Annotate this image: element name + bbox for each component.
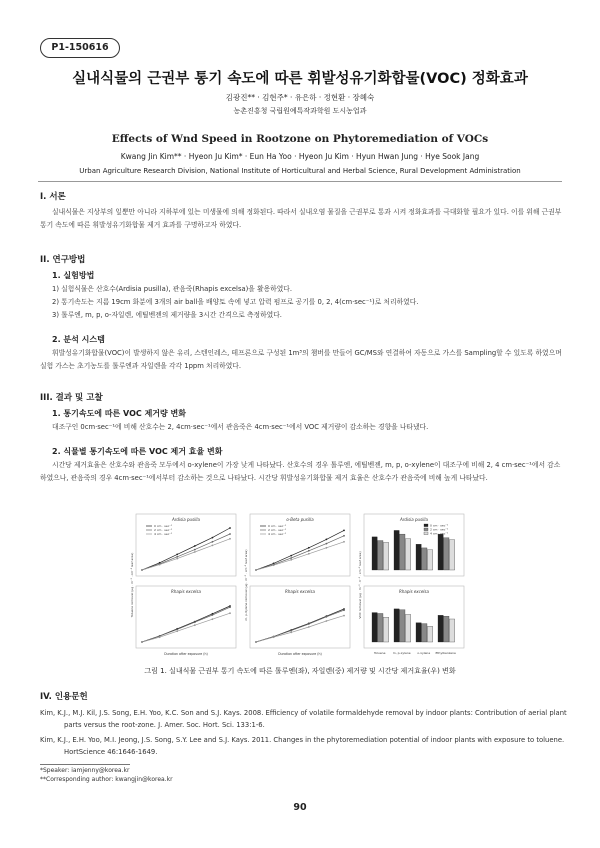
chart-point	[343, 530, 345, 532]
chart-point	[194, 551, 196, 553]
chart-point	[326, 620, 328, 622]
chart-bar	[405, 539, 410, 570]
chart-point	[326, 616, 328, 618]
chart-category-label: Ethylbenzene	[435, 651, 456, 655]
chart-point	[212, 541, 214, 543]
chart-category-label: Toluene	[373, 651, 386, 655]
chart-bar	[372, 613, 377, 642]
methods-list	[52, 283, 562, 322]
chart-point	[194, 545, 196, 547]
chart-bar	[449, 540, 454, 570]
chart-point	[141, 641, 143, 643]
title-korean: 실내식물의 근권부 통기 속도에 따른 휘발성유기화합물(VOC) 정화효과	[72, 71, 528, 87]
chart-legend-label: 0 cm · sec⁻¹	[154, 524, 173, 529]
chart-point	[290, 559, 292, 561]
chart-y-label: m, p-Xylene removal (μg · m⁻³ · cm⁻² leaf area)	[244, 549, 248, 621]
chart-point	[159, 636, 161, 638]
chart-point	[212, 614, 214, 616]
chart-bar	[378, 613, 383, 642]
chart-frame	[250, 586, 350, 648]
affiliation-english: Urban Agriculture Research Division, National Institute of Horticultural and Herbal Science, Rural Development Administration	[79, 167, 521, 175]
chart-bar	[427, 550, 432, 570]
reference-item: Kim, K.J., E.H. Yoo, M.I. Jeong, J.S. Song, S.Y. Lee and S.J. Kays. 2011. Changes in the phytoremediation potential of indoor plants with exposure to toluene. HortScience 46:1646-1649.	[40, 736, 565, 756]
chart-point	[273, 636, 275, 638]
chart-legend-label: 4 cm · sec⁻¹	[154, 532, 173, 537]
chart-point	[308, 623, 310, 625]
chart-bar	[449, 619, 454, 642]
title-english: Effects of Wnd Speed in Rootzone on Phytoremediation of VOCs	[111, 133, 489, 145]
chart-bar	[438, 534, 443, 570]
chart-y-label: VOC removal (μg · m⁻³ · h⁻¹ · cm⁻² leaf area)	[358, 551, 362, 619]
chart-legend-label: 0 cm · sec⁻¹	[430, 523, 449, 528]
chart-bar	[372, 537, 377, 570]
chart-point	[255, 641, 257, 643]
methods-heading: II. 연구방법	[40, 255, 86, 265]
chart-point	[326, 547, 328, 549]
chart-point	[308, 550, 310, 552]
chart-point	[229, 527, 231, 529]
chart-bar	[427, 626, 432, 642]
authors-korean: 김광진** · 김현주* · 유은하 · 정현환 · 장혜숙	[225, 93, 375, 102]
authors-english: Kwang Jin Kim** · Hyeon Ju Kim* · Eun Ha Yoo · Hyeon Ju Kim · Hyun Hwan Jung · Hye Sook Jang	[120, 152, 480, 161]
chart-point	[308, 547, 310, 549]
chart-bar	[378, 541, 383, 570]
chart-bar	[422, 624, 427, 642]
footnote-rule	[40, 764, 130, 765]
chart-point	[194, 549, 196, 551]
chart-title: Rhapis excelsa	[171, 589, 201, 594]
chart-legend-label: 0 cm · sec⁻¹	[268, 524, 287, 529]
results-sub2-heading: 2. 식물별 통기속도에 따른 VOC 제거 효율 변화	[52, 447, 223, 456]
chart-legend-label: 4 cm · sec⁻¹	[430, 531, 449, 536]
chart-point	[176, 629, 178, 631]
references-heading: IV. 인용문헌	[40, 692, 88, 702]
results-sub2-text: 시간당 제거효율은 산호수와 관음죽 모두에서 o-xylene이 가장 낮게 나타났다. 산호수의 경우 톨루엔, 에틸벤젠, m, p, o-xylene이 대조구에 비해 2, 4 cm·sec⁻¹에서 감소하였으나, 관음죽의 경우 4cm·sec⁻¹에서부터 감소하는 것으로 나타났다. 시간당 휘발성유기화합물 제거 효율은 산호수가 관음죽에 비해 높게 나타났다.	[40, 461, 561, 482]
chart-legend-label: 2 cm · sec⁻¹	[430, 527, 449, 532]
chart-point	[141, 569, 143, 571]
chart-title: Rhapis excelsa	[399, 589, 429, 594]
intro-heading: I. 서론	[40, 192, 66, 202]
chart-bar	[394, 530, 399, 570]
chart-point	[343, 609, 345, 611]
chart-legend-label: 4 cm · sec⁻¹	[268, 532, 287, 537]
footnote: **Corresponding author: kwangjin@korea.kr	[40, 776, 173, 783]
chart-point	[229, 612, 231, 614]
intro-text: 실내식물은 지상부의 잎뿐만 아니라 지하부에 있는 미생물에 의해 정화된다. 따라서 실내오염 물질을 근권부로 통과 시켜 정화효과를 극대화할 필요가 있다. 이를 위해 근권부 통기 속도에 따른 휘발성유기화합물 제거 효과를 구명하고자 하였다.	[40, 208, 562, 229]
chart-bar	[394, 609, 399, 642]
methods-sub2-heading: 2. 분석 시스템	[52, 335, 105, 344]
chart-x-label: Duration after exposure (h)	[164, 652, 208, 656]
chart-bar	[444, 538, 449, 570]
chart-bar	[438, 615, 443, 642]
chart-bar	[444, 616, 449, 642]
chart-point	[159, 564, 161, 566]
chart-point	[290, 555, 292, 557]
affiliation-korean: 농촌진흥청 국립원예특작과학원 도시농업과	[233, 107, 367, 115]
page-number: 90	[293, 802, 307, 813]
methods-item: 1) 실험식물은 산호수(Ardisia pusilla), 관음죽(Rhapis excelsa)을 활용하였다.	[52, 285, 293, 293]
chart-point	[229, 606, 231, 608]
chart-bar	[416, 623, 421, 642]
methods-analysis-text: 휘발성유기화합물(VOC)이 발생하지 않은 유리, 스텐인레스, 테프론으로 구성된 1m³의 챔버를 만들어 GC/MS와 연결하여 자동으로 가스를 Sampling할 수 있도록 하였으며 실험 가스는 초기농도를 톨루엔과 자일렌을 각각 1ppm 처리하였다.	[40, 349, 562, 370]
chart-bar	[400, 534, 405, 570]
methods-item: 2) 통기속도는 지름 19cm 화분에 3개의 air ball을 배양토 속에 넣고 압력 펌프로 공기를 0, 2, 4(cm·sec⁻¹)로 처리하였다.	[52, 298, 419, 306]
results-sub1-text: 대조구인 0cm·sec⁻¹에 비해 산호수는 2, 4cm·sec⁻¹에서 관음죽은 4cm·sec⁻¹에서 VOC 제거량이 감소하는 경향을 나타냈다.	[52, 423, 429, 431]
chart-point	[273, 564, 275, 566]
figure-1	[130, 510, 470, 660]
chart-x-label: Duration after exposure (h)	[278, 652, 322, 656]
chart-title: Ardisia pusilla	[400, 517, 428, 522]
chart-point	[308, 553, 310, 555]
chart-point	[290, 630, 292, 632]
chart-title: Rhapis excelsa	[285, 589, 315, 594]
chart-title: Ardisia pusilla	[172, 517, 200, 522]
chart-point	[176, 630, 178, 632]
abstract-id-badge: P1-150616	[40, 38, 120, 58]
chart-bar	[383, 542, 388, 570]
chart-legend-swatch	[424, 524, 428, 527]
chart-point	[194, 621, 196, 623]
chart-point	[176, 558, 178, 560]
chart-legend-swatch	[424, 528, 428, 531]
chart-legend-label: 2 cm · sec⁻¹	[154, 528, 173, 533]
chart-point	[326, 543, 328, 545]
results-heading: III. 결과 및 고찰	[40, 393, 103, 403]
chart-point	[343, 535, 345, 537]
chart-point	[229, 533, 231, 535]
chart-point	[212, 618, 214, 620]
chart-title: o-Beta pusilla	[286, 517, 314, 522]
chart-bar	[405, 614, 410, 642]
chart-point	[326, 539, 328, 541]
chart-point	[212, 537, 214, 539]
figure-caption: 그림 1. 실내식물 근권부 통기 속도에 따른 톨루엔(좌), 자일렌(중) 제거량 및 시간당 제거효율(우) 변화	[144, 667, 456, 675]
chart-point	[194, 624, 196, 626]
chart-bar	[422, 548, 427, 570]
chart-bar	[416, 544, 421, 570]
footnotes	[40, 766, 173, 784]
chart-point	[343, 615, 345, 617]
chart-category-label: o-xylene	[417, 651, 431, 655]
chart-legend-label: 2 cm · sec⁻¹	[268, 528, 287, 533]
chart-point	[308, 626, 310, 628]
chart-point	[343, 541, 345, 543]
chart-point	[212, 545, 214, 547]
chart-point	[290, 557, 292, 559]
reference-item: Kim, K.J., M.J. Kil, J.S. Song, E.H. Yoo, K.C. Son and S.J. Kays. 2008. Efficiency of volatile formaldehyde removal by indoor plants: Contribution of aerial plant parts versus the root-zone. J. Amer. Soc. Hort. Sci. 133:1-6.	[40, 709, 567, 729]
divider	[38, 181, 562, 182]
chart-category-label: m, p-xylene	[392, 651, 411, 655]
footnote: *Speaker: iamjenny@korea.kr	[40, 767, 130, 774]
chart-bar	[400, 610, 405, 642]
chart-point	[229, 538, 231, 540]
results-sub1-heading: 1. 통기속도에 따른 VOC 제거량 변화	[52, 409, 186, 418]
methods-sub1-heading: 1. 실험방법	[52, 271, 95, 280]
chart-point	[255, 569, 257, 571]
chart-bar	[383, 617, 388, 642]
chart-y-label: Toluene removal (μg · m⁻³ · cm⁻² leaf area)	[130, 552, 134, 618]
chart-point	[176, 554, 178, 556]
chart-legend-swatch	[424, 532, 428, 535]
chart-point	[176, 556, 178, 558]
chart-point	[290, 632, 292, 634]
methods-item: 3) 톨루엔, m, p, o-자일렌, 에틸벤젠의 제거량을 3시간 간격으로 측정하였다.	[52, 311, 282, 319]
